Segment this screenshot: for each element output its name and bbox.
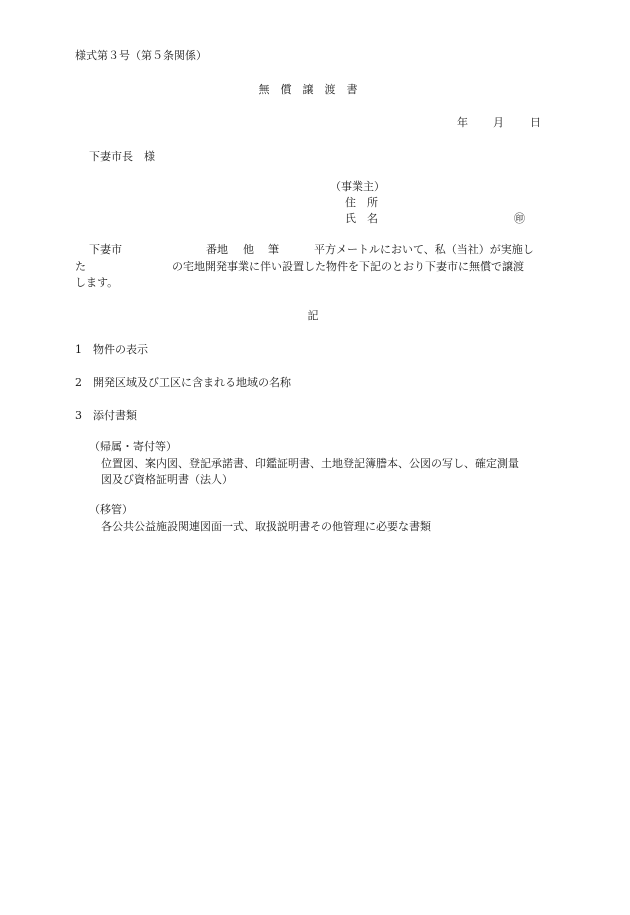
form-number: 様式第３号（第５条関係） [75,49,207,62]
body-line1-rest: 平方メートルにおいて、私（当社）が実施し [314,243,534,256]
body-hitsu: 筆 [268,243,279,256]
item-1: 1 物件の表示 [75,343,148,356]
applicant-label: （事業主） [330,180,385,193]
body-line3: します。 [75,276,119,289]
ki-heading: 記 [307,309,319,322]
item-3: 3 添付書類 [75,409,137,422]
kizoku-line-2: 図及び資格証明書（法人） [101,473,233,486]
date-month-label: 月 [493,116,504,129]
seal-mark: ㊞ [514,212,525,225]
body-line2-rest: の宅地開発事業に伴い設置した物件を下記のとおり下妻市に無償で譲渡 [172,260,524,273]
ikan-label: （移管） [89,503,133,516]
body-city: 下妻市 [89,243,122,256]
address-label: 住 所 [345,196,378,209]
body-ta: 他 [243,243,254,256]
body-line2-start: た [75,260,86,273]
document-title: 無 償 譲 渡 書 [258,83,358,96]
kizoku-label: （帰属・寄付等） [89,440,177,453]
name-label: 氏 名 [345,212,378,225]
date-day-label: 日 [530,116,541,129]
kizoku-line-1: 位置図、案内図、登記承諾書、印鑑証明書、土地登記簿謄本、公図の写し、確定測量 [101,457,519,470]
addressee: 下妻市長 様 [89,150,155,163]
ikan-line-1: 各公共公益施設関連図面一式、取扱説明書その他管理に必要な書類 [101,520,431,533]
date-year-label: 年 [457,116,468,129]
item-2: 2 開発区域及び工区に含まれる地域の名称 [75,376,291,389]
body-banchi: 番地 [206,243,228,256]
